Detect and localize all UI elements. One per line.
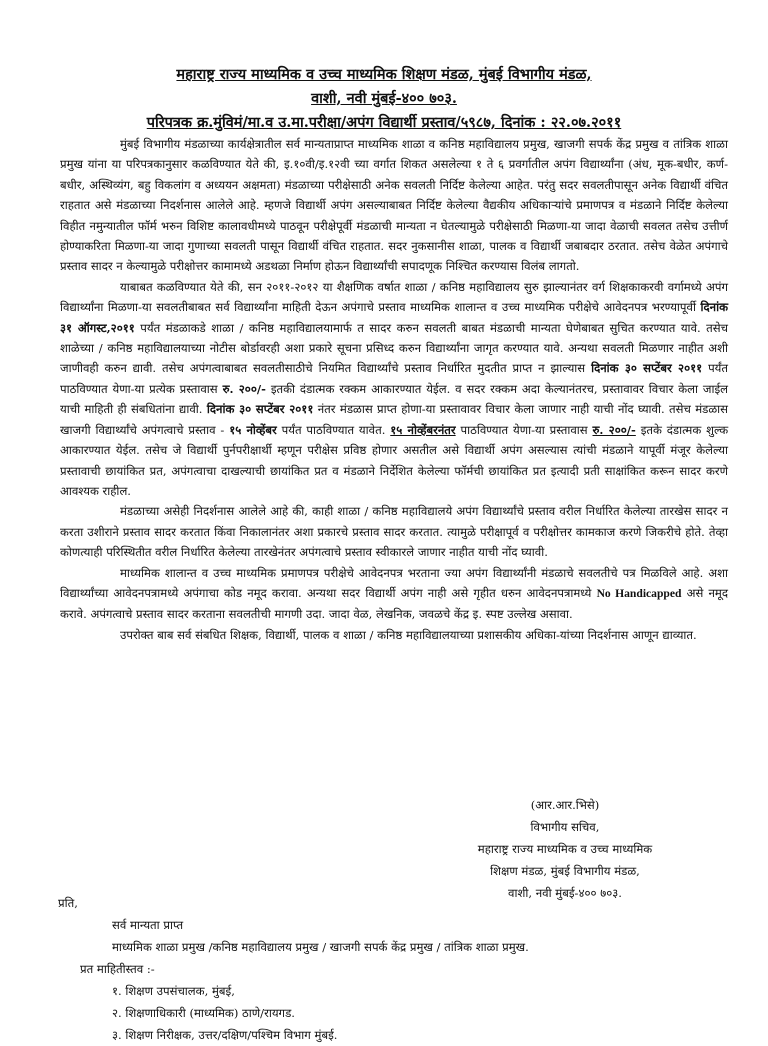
para2-text-c: पर्यंत मंडळाकडे शाळा / कनिष्ठ महाविद्यालयामार्फ त सादर करुन सवलती बाबत मंडळाची मान्यता घेणेबाबत सुचित करण्यात यावे. तसेच शाळेच्या / कनिष्ठ महाविद्यालयाच्या नोटीस बोर्डावरही अशा प्रकारे सूचना प्रसिध्द करुन विद्यार्थ्यांना जागृत करण्यात यावे. अन्यथा सवलती मिळणार नाहीत अशी जाणीवही करुन द्यावी. तसेच अपंगत्वाबाबत सवलतीसाठीचे नियमित विद्यार्थ्यांचे प्रस्ताव निर्धारित मुदतीत प्राप्त न झाल्यास [60, 320, 728, 376]
copy-recipient: ३. शिक्षण निरीक्षक, उत्तर/दक्षिण/पश्चिम विभाग मुंबई. [112, 1028, 338, 1042]
circular-body [60, 134, 728, 645]
board-address: वाशी, नवी मुंबई-४०० ७०३. [311, 90, 457, 107]
deadline-nov-15: १५ नोव्हेंबर [229, 422, 277, 437]
copy-recipient: १. शिक्षण उपसंचालक, मुंबई, [112, 984, 235, 998]
recipient-heads: माध्यमिक शाळा प्रमुख /कनिष्ठ महाविद्यालय प्रमुख / खाजगी सपर्क केंद्र प्रमुख / तांत्रिक शाळा प्रमुख. [112, 940, 529, 954]
para4-text-a: माध्यमिक शालान्त व उच्च माध्यमिक प्रमाणपत्र परीक्षेचे आवेदनपत्र भरताना ज्या अपंग विद्यार्थ्यांनी मंडळाचे सवलतीचे पत्र मिळविले आहे. अशा विद्यार्थ्यांच्या आवेदनपत्रामध्ये अपंगाचा कोड नमूद करावा. अन्यथा सदर विद्यार्थी अपंग नाही असे गृहीत धरुन आवेदनपत्रामध्ये [60, 565, 728, 600]
no-handicapped-label: No Handicapped [596, 586, 682, 600]
copy-recipient: २. शिक्षणाधिकारी (माध्यमिक) ठाणे/रायगड. [112, 1006, 295, 1020]
deadline-aug-31: दिनांक ३१ ऑगस्ट,२०११ [60, 300, 728, 335]
recipient-prati: प्रति, [58, 896, 78, 910]
para2-text-e: पर्यंत पाठविण्यात येणा-या प्रत्येक प्रस्तावास [60, 361, 728, 396]
paragraph-deadlines [60, 277, 728, 501]
signatory-designation: विभागीय सचिव, [530, 820, 600, 834]
paragraph-application-code [60, 563, 728, 625]
paragraph-late-proposals: मंडळाच्या असेही निदर्शनास आलेले आहे की, काही शाळा / कनिष्ठ महाविद्यालये अपंग विद्यार्थ्यांचे प्रस्ताव वरील निर्धारित केलेल्या तारखेस सादर न करता उशीराने प्रस्ताव सादर करतात किंवा निकालानंतर अशा प्रकारचे प्रस्ताव सादर करतात. त्यामुळे परीक्षापूर्व व परीक्षोत्तर कामकाज करणे जिकरीचे होते. तेव्हा कोणत्याही परिस्थितीत वरील निर्धारित केलेल्या तारखेनंतर अपंगत्वाचे प्रस्ताव स्वीकारले जाणार नाहीत याची नोंद घ्यावी. [60, 504, 728, 560]
circular-reference: परिपत्रक क्र.मुंविमं/मा.व उ.मा.परीक्षा/अपंग विद्यार्थी प्रस्ताव/५९८७, दिनांक : २२.०७.२०११ [146, 114, 622, 131]
board-title: महाराष्ट्र राज्य माध्यमिक व उच्च माध्यमिक शिक्षण मंडळ, मुंबई विभागीय मंडळ, [176, 66, 592, 83]
recipient-recognized: सर्व मान्यता प्राप्त [112, 918, 184, 932]
deadline-sep-30: दिनांक ३० सप्टेंबर २०११ [591, 361, 703, 376]
para4-text-c: असे नमूद करावे. अपंगत्वाचे प्रस्ताव सादर करताना सवलतीची मागणी उदा. जादा वेळ, लेखनिक, जवळचे केंद्र इ. स्पष्ट उल्लेख असावा. [60, 585, 729, 622]
para2-text-m: पाठविण्यात येणा-या प्रस्तावास [460, 422, 588, 437]
signatory-address: वाशी, नवी मुंबई-४०० ७०३. [508, 886, 622, 900]
copy-to-label: प्रत माहितीस्तव :- [80, 962, 155, 976]
penalty-amount-private: रु. २००/- [592, 422, 636, 437]
paragraph-intro: मुंबई विभागीय मंडळाच्या कार्यक्षेत्रातील सर्व मान्यताप्राप्त माध्यमिक शाळा व कनिष्ठ महाविद्यालय प्रमुख, खाजगी सपर्क केंद्र प्रमुख व तांत्रिक शाळा प्रमुख यांना या परिपत्रकानुसार कळविण्यात येते की, इ.१०वी/इ.१२वी च्या वर्गात शिकत असलेल्या १ ते ६ प्रवर्गातील अपंग विद्यार्थ्यांना (अंध, मूक-बधीर, कर्ण-बधीर, अस्थिव्यंग, बहु विकलांग व अध्ययन अक्षमता) मंडळाच्या परीक्षेसाठी अनेक सवलती निर्दिष्ट केलेल्या आहेत. परंतु सदर सवलतीपासून अनेक विद्यार्थी वंचित राहतात असे मंडळाच्या निदर्शनास आलेले आहे. म्हणजे विद्यार्थी अपंग असल्याबाबत निर्दिष्ट केलेल्या वैद्यकीय अधिकाऱ्यांचे प्रमाणपत्र व मंडळाने निर्दिष्ट केलेल्या विहीत नमुन्यातील फॉर्म भरुन विशिष्ट कालावधीमध्ये पाठवून परीक्षेपूर्वी मंडळाची मान्यता न घेतल्यामुळे परीक्षेसाठी मिळणा-या जादा वेळाची सवलत तसेच उत्तीर्ण होण्याकरिता मिळणा-या जादा गुणाच्या सवलती पासून विद्यार्थी वंचित राहतात. सदर नुकसानीस शाळा, पालक व विद्यार्थी जबाबदार ठरतात. तसेच वेळेत अपंगाचे प्रस्ताव सादर न केल्यामुळे परीक्षोत्तर कामामध्ये अडथळा निर्माण होऊन विद्यार्थ्यांची सपादणूक निश्चित करण्यास विलंब लागतो. [60, 137, 728, 274]
para2-text-k: पर्यंत पाठविण्यात यावेत. [281, 422, 386, 437]
para2-text-a: याबाबत कळविण्यात येते की, सन २०११-२०१२ या शैक्षणिक वर्षात शाळा / कनिष्ठ महाविद्यालय सुरु झाल्यानंतर वर्ग शिक्षकाकरवी वर्गामध्ये अपंग विद्यार्थ्यांना मिळणा-या सवलतीबाबत सर्व विद्यार्थ्यांना माहिती देऊन अपंगाचे प्रस्ताव माध्यमिक शालान्त व उच्च माध्यमिक परीक्षेचे आवेदनपत्र भरण्यापूर्वी [60, 279, 728, 315]
paragraph-closing: उपरोक्त बाब सर्व संबधित शिक्षक, विद्यार्थी, पालक व शाळा / कनिष्ठ महाविद्यालयाच्या प्रशासकीय अधिका-यांच्या निदर्शनास आणून द्याव्यात. [120, 627, 697, 642]
signatory-org-line2: शिक्षण मंडळ, मुंबई विभागीय मंडळ, [490, 864, 640, 878]
para2-text-g: इतकी दंडात्मक रक्कम आकारण्यात येईल. व सदर रक्कम अदा केल्यानंतरच, प्रस्तावावर विचार केला जाईल याची माहिती ही संबधितांना द्यावी. [60, 381, 729, 417]
para2-text-o: इतके दंडात्मक शुल्क आकारण्यात येईल. तसेच जे विद्यार्थी पुर्नपरीक्षार्थी म्हणून परीक्षेस प्रविष्ठ होणार असतील असे विद्यार्थी अपंग असल्यास त्यांची मंडळाने यापूर्वी मंजूर केलेल्या प्रस्तावाची छायांकित प्रत, अपंगत्वाचा दाखल्याची छायांकित प्रत व मंडळाने निर्देशित केलेल्या फॉर्मची छायांकित प्रत इत्यादी प्रती साक्षांकित करून सादर करणे आवश्यक राहील. [60, 422, 729, 498]
signatory-org-line1: महाराष्ट्र राज्य माध्यमिक व उच्च माध्यमिक [477, 842, 653, 856]
penalty-amount: रु. २००/- [222, 381, 266, 396]
deadline-sep-30-repeat: दिनांक ३० सप्टेंबर २०११ [206, 402, 314, 417]
after-nov-15: १५ नोव्हेंबरनंतर [390, 422, 456, 437]
para2-text-i: नंतर मंडळास प्राप्त होणा-या प्रस्तावावर विचार केला जाणार नाही याची नोंद घ्यावी. तसेच मंडळास खाजगी विद्यार्थ्यांचे अपंगत्वाचे प्रस्ताव - [60, 402, 729, 437]
signatory-name: (आर.आर.भिसे) [530, 798, 600, 812]
